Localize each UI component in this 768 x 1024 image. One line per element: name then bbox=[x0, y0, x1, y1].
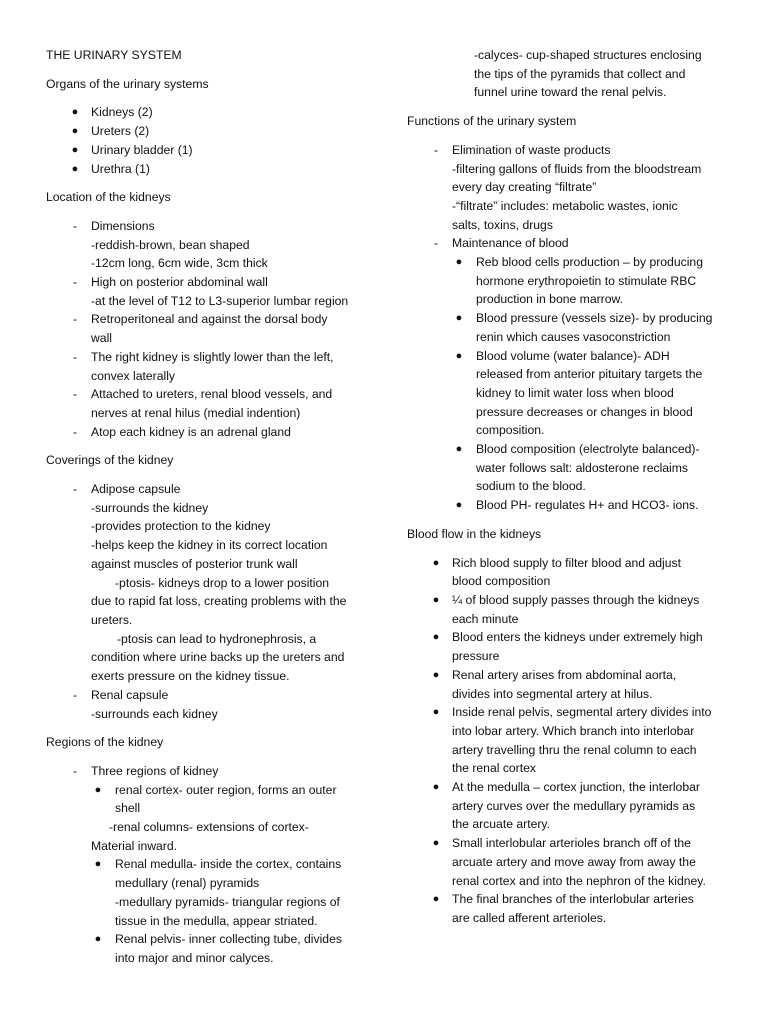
list-item: - Dimensions -reddish-brown, bean shaped -12cm long, 6cm wide, 3cm thick bbox=[46, 217, 376, 273]
list-item: ● Small interlobular arterioles branch off of the arcuate artery and move away from away the renal cortex and into the nephron of the kidney. bbox=[407, 834, 737, 890]
dash-marker: - bbox=[72, 424, 78, 439]
bullet-marker: ● bbox=[455, 443, 463, 456]
list-item: ● Ureters (2) bbox=[46, 122, 376, 141]
list-item: ● Reb blood cells production – by producing hormone erythropoietin to stimulate RBC production in bone marrow. bbox=[455, 255, 703, 307]
list-item: ● renal cortex- outer region, forms an outer shell bbox=[94, 782, 337, 816]
bloodflow-list bbox=[407, 554, 737, 928]
coverings-list bbox=[46, 480, 376, 723]
dash-marker: - bbox=[72, 482, 78, 497]
bullet-marker: ● bbox=[432, 668, 440, 681]
regions-heading: Regions of the kidney bbox=[46, 735, 164, 750]
regions-list bbox=[46, 762, 376, 968]
bullet-marker: ● bbox=[71, 106, 79, 119]
dash-marker: - bbox=[72, 275, 78, 290]
list-item: ● Rich blood supply to filter blood and adjust blood composition bbox=[407, 554, 737, 591]
list-item: - Maintenance of blood ● Reb blood cells production – by producing hormone erythropoietin to stimulate RBC production in bone marrow. ● Blood pressure (vessels size)- by producing renin which causes vasoconstriction ● Blood volume (water balance)- ADH released from anterior pituitary targets the kidney to limit water loss when blood pressure decreases or changes in blood composition. ● Blood composition (electrolyte balanced)- water follows salt: aldosterone reclaims sodium to the blood. ● Blood PH- regulates H+ and HCO3- ions. bbox=[407, 234, 737, 515]
bullet-marker: ● bbox=[455, 499, 463, 512]
functions-list bbox=[407, 141, 737, 515]
dash-marker: - bbox=[72, 218, 78, 233]
bullet-marker: ● bbox=[94, 933, 102, 946]
list-item: ● Inside renal pelvis, segmental artery divides into into lobar artery. Which branch into interlobar artery travelling thru the renal column to each the renal cortex bbox=[407, 703, 737, 778]
bullet-marker: ● bbox=[455, 349, 463, 362]
dash-marker: - bbox=[433, 236, 439, 251]
bloodflow-heading: Blood flow in the kidneys bbox=[407, 526, 542, 541]
list-item: - Renal capsule -surrounds each kidney bbox=[46, 686, 376, 723]
bullet-marker: ● bbox=[71, 162, 79, 175]
organs-list bbox=[46, 103, 376, 178]
dash-marker: - bbox=[72, 687, 78, 702]
location-list bbox=[46, 217, 376, 441]
dash-marker: - bbox=[72, 312, 78, 327]
list-item: ● Blood enters the kidneys under extremely high pressure bbox=[407, 628, 737, 665]
list-item: - Adipose capsule -surrounds the kidney -provides protection to the kidney -helps keep the kidney in its correct location against muscles of posterior trunk wall -ptosis- kidneys drop to a lower position due to rapid fat loss, creating problems with the ureters. -ptosis can lead to hydronephrosis, a condition where urine backs up the ureters and exerts pressure on the kidney tissue. bbox=[46, 480, 376, 686]
bullet-marker: ● bbox=[432, 893, 440, 906]
list-item: ● Urethra (1) bbox=[46, 160, 376, 179]
bullet-marker: ● bbox=[432, 631, 440, 644]
regions-sublist bbox=[91, 855, 376, 967]
maintenance-sublist bbox=[452, 253, 737, 515]
regions-sublist bbox=[91, 781, 376, 818]
functions-heading: Functions of the urinary system bbox=[407, 114, 577, 129]
list-item: ● The final branches of the interlobular arteries are called afferent arterioles. bbox=[407, 890, 737, 927]
list-item: - Elimination of waste products -filtering gallons of fluids from the bloodstream every day creating “filtrate” -“filtrate” includes: metabolic wastes, ionic salts, toxins, drugs bbox=[407, 141, 737, 235]
organs-heading: Organs of the urinary systems bbox=[46, 76, 209, 91]
right-column bbox=[407, 46, 737, 938]
bullet-marker: ● bbox=[432, 556, 440, 569]
list-item: ● Renal artery arises from abdominal aorta, divides into segmental artery at hilus. bbox=[407, 666, 737, 703]
list-item: - Attached to ureters, renal blood vessels, and nerves at renal hilus (medial indention) bbox=[46, 385, 376, 422]
list-item: - High on posterior abdominal wall -at the level of T12 to L3-superior lumbar region bbox=[46, 273, 376, 310]
list-item: ● Kidneys (2) bbox=[46, 103, 376, 122]
list-item: ● Renal medulla- inside the cortex, contains medullary (renal) pyramids -medullary pyramids- triangular regions of tissue in the medulla, appear striated. bbox=[94, 857, 342, 928]
bullet-marker: ● bbox=[432, 593, 440, 606]
list-item: - The right kidney is slightly lower than the left, convex laterally bbox=[46, 348, 376, 385]
calyces-continuation: -calyces- cup-shaped structures enclosing the tips of the pyramids that collect and funnel urine toward the renal pelvis. bbox=[474, 48, 702, 100]
bullet-marker: ● bbox=[455, 312, 463, 325]
left-column bbox=[46, 46, 376, 978]
list-item: ● Blood pressure (vessels size)- by producing renin which causes vasoconstriction bbox=[455, 311, 713, 344]
bullet-marker: ● bbox=[432, 837, 440, 850]
bullet-marker: ● bbox=[94, 858, 102, 871]
bullet-marker: ● bbox=[94, 783, 102, 796]
bullet-marker: ● bbox=[432, 706, 440, 719]
list-item: ● Blood volume (water balance)- ADH released from anterior pituitary targets the kidney to limit water loss when blood pressure decreases or changes in blood composition. bbox=[455, 348, 703, 438]
coverings-heading: Coverings of the kidney bbox=[46, 453, 174, 468]
list-item: - Three regions of kidney ● renal cortex- outer region, forms an outer shell -renal columns- extensions of cortex- Material inward. ● Renal medulla- inside the cortex, contains medullary (renal) pyramids -medullary pyramids- triangular regions of tissue in the medulla, appear striated. ● Renal pelvis- inner collecting tube, divides into major and minor calyces. bbox=[46, 762, 376, 968]
bullet-marker: ● bbox=[71, 125, 79, 138]
location-heading: Location of the kidneys bbox=[46, 190, 171, 205]
list-item: - Retroperitoneal and against the dorsal body wall bbox=[46, 310, 376, 347]
list-item: ● Blood PH- regulates H+ and HCO3- ions. bbox=[452, 496, 737, 515]
bullet-marker: ● bbox=[455, 256, 463, 269]
list-item: ● At the medulla – cortex junction, the interlobar artery curves over the medullary pyramids as the arcuate artery. bbox=[407, 778, 737, 834]
list-item: ● Blood composition (electrolyte balanced)- water follows salt: aldosterone reclaims sodium to the blood. bbox=[455, 442, 700, 494]
dash-marker: - bbox=[72, 387, 78, 402]
list-item: ● Urinary bladder (1) bbox=[46, 141, 376, 160]
bullet-marker: ● bbox=[432, 781, 440, 794]
list-item: - Atop each kidney is an adrenal gland bbox=[46, 423, 376, 442]
bullet-marker: ● bbox=[71, 143, 79, 156]
dash-marker: - bbox=[433, 142, 439, 157]
list-item: ● ¼ of blood supply passes through the kidneys each minute bbox=[407, 591, 737, 628]
dash-marker: - bbox=[72, 349, 78, 364]
list-item: ● Renal pelvis- inner collecting tube, divides into major and minor calyces. bbox=[94, 932, 342, 965]
dash-marker: - bbox=[72, 763, 78, 778]
document-title: THE URINARY SYSTEM bbox=[46, 48, 182, 62]
